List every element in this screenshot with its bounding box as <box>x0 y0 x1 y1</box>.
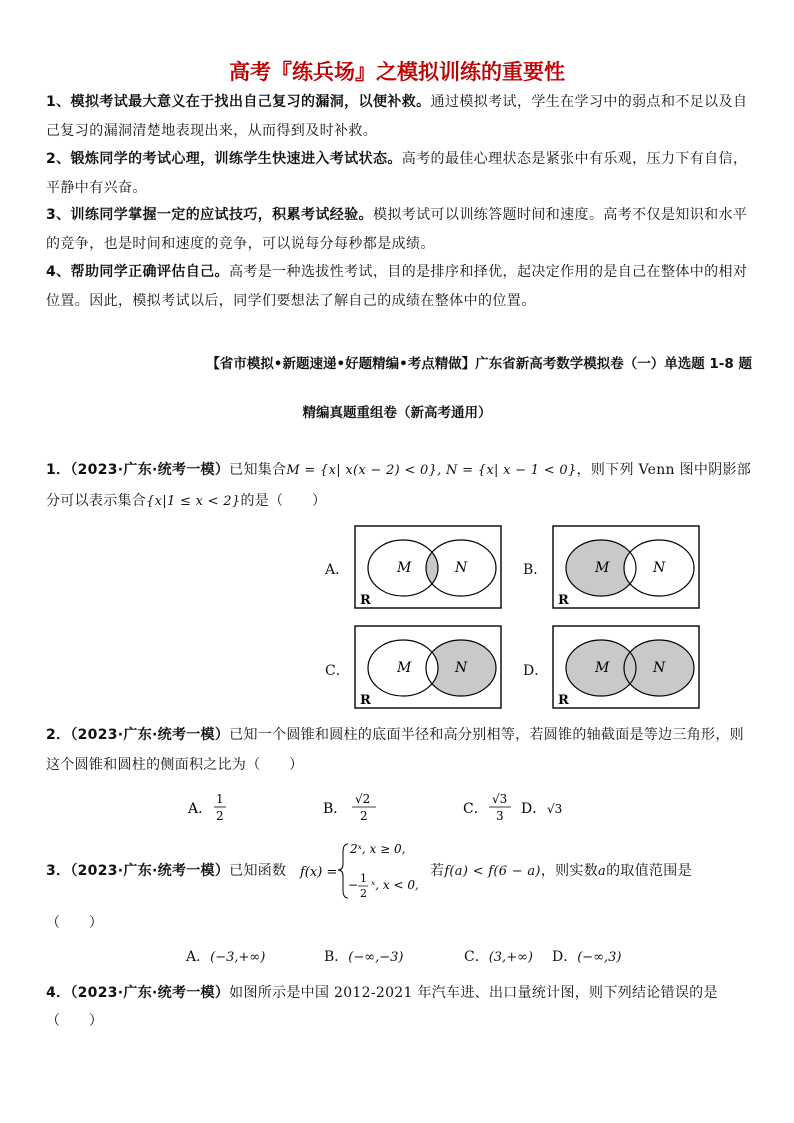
venn-label-n: N <box>455 560 468 576</box>
question-source: 2．（2023·广东·统考一模） <box>46 727 230 743</box>
svg-text:B．: B． <box>323 801 348 817</box>
intro-text: 高考的最佳心理状态是紧张中有乐观，压力下有自信，平静中有兴奋。 <box>46 151 748 196</box>
svg-text:A．: A． <box>188 801 213 817</box>
q3-condition: f(a) < f(6 − a) <box>444 864 541 879</box>
q3-option-a[interactable]: A．(−3,+∞) <box>186 949 266 965</box>
svg-text:√3: √3 <box>547 802 563 816</box>
q2-option-b[interactable] <box>323 792 376 823</box>
intro-item-3 <box>46 201 752 259</box>
page-title: 高考『练兵场』之模拟训练的重要性 <box>229 60 565 84</box>
q1-text-2: ，则下列 Venn 图中阴影部分可以表示集合 <box>46 462 752 509</box>
intro-bold: 3、训练同学掌握一定的应试技巧，积累考试经验。 <box>46 207 373 223</box>
q3-text-3: ，则实数 <box>540 863 599 879</box>
q2-option-c[interactable] <box>463 792 511 823</box>
venn-label-m: M <box>595 560 610 576</box>
question-source: 1．（2023·广东·统考一模） <box>46 462 230 478</box>
q3-variable: a <box>598 864 607 879</box>
q3-option-d[interactable]: D．(−∞,3) <box>552 949 622 965</box>
venn-label-m: M <box>397 560 412 576</box>
q3-option-c[interactable]: C．(3,+∞) <box>464 949 533 965</box>
q3-options <box>186 946 746 968</box>
svg-text:3: 3 <box>496 809 504 823</box>
svg-text:ˣ, x < 0,: ˣ, x < 0, <box>371 878 419 892</box>
svg-text:1: 1 <box>216 792 224 806</box>
intro-bold: 4、帮助同学正确评估自己。 <box>46 264 229 280</box>
q1-text-3: 的是（ ） <box>240 493 327 509</box>
question-source: 4．（2023·广东·统考一模） <box>46 985 230 1001</box>
venn-option-b[interactable] <box>553 526 699 608</box>
intro-item-4 <box>46 258 752 316</box>
venn-option-a[interactable] <box>355 526 501 608</box>
venn-option-b-label: B． <box>523 562 548 578</box>
q2-option-d[interactable] <box>521 801 562 817</box>
section-header-line2: 精编真题重组卷（新高考通用） <box>302 405 492 421</box>
svg-text:2: 2 <box>360 809 368 823</box>
svg-text:2: 2 <box>360 887 367 900</box>
q3-text-4: 的取值范围是 <box>606 863 692 879</box>
intro-text: 高考是一种选拔性考试，目的是排序和择优，起决定作用的是自己在整体中的相对位置。因此，模拟考试以后，同学们要想法了解自己的成绩在整体中的位置。 <box>46 264 748 309</box>
question-source: 3．（2023·广东·统考一模） <box>46 863 230 879</box>
question-1 <box>46 455 752 517</box>
venn-label-r: R <box>360 693 371 708</box>
intro-text: 模拟考试可以训练答题时间和速度。高考不仅是知识和水平的竞争，也是时间和速度的竞争，可以说每分每秒都是成绩。 <box>46 207 748 252</box>
q3-option-b[interactable]: B．(−∞,−3) <box>324 949 404 965</box>
svg-text:2: 2 <box>216 809 224 823</box>
svg-text:1: 1 <box>360 872 367 885</box>
q4-text: 如图所示是中国 2012-2021 年汽车进、出口量统计图，则下列结论错误的是 <box>229 985 718 1001</box>
q2-text: 已知一个圆锥和圆柱的底面半径和高分别相等，若圆锥的轴截面是等边三角形，则这个圆锥和圆柱的侧面积之比为（ ） <box>46 727 744 773</box>
question-2 <box>46 720 752 780</box>
venn-label-r: R <box>360 593 371 608</box>
q3-piecewise-function <box>298 834 445 902</box>
intro-bold: 1、模拟考试最大意义在于找出自己复习的漏洞，以便补救。 <box>46 94 431 110</box>
intro-bold: 2、锻炼同学的考试心理，训练学生快速进入考试状态。 <box>46 151 402 167</box>
svg-text:f(x) =: f(x) = <box>300 865 338 880</box>
venn-label-m: M <box>397 660 412 676</box>
q2-options <box>180 786 580 826</box>
venn-label-m: M <box>595 660 610 676</box>
q3-answer-paren: （ ） <box>46 915 104 931</box>
venn-option-c[interactable] <box>355 626 501 708</box>
svg-text:√3: √3 <box>492 792 508 806</box>
intro-item-1 <box>46 88 752 146</box>
svg-text:√2: √2 <box>355 792 371 806</box>
q3-text-2: 若 <box>430 863 445 879</box>
question-4 <box>46 978 752 1008</box>
svg-text:D．: D． <box>521 801 547 817</box>
q4-answer-paren: （ ） <box>46 1013 104 1029</box>
q1-target-set: {x|1 ≤ x < 2} <box>146 494 241 509</box>
venn-option-c-label: C． <box>325 663 350 679</box>
venn-label-n: N <box>455 660 468 676</box>
intro-item-2 <box>46 145 752 203</box>
q3-text-1: 已知函数 <box>229 863 287 879</box>
q1-text-1: 已知集合 <box>229 462 287 478</box>
venn-label-r: R <box>558 593 569 608</box>
venn-option-a-label: A． <box>325 562 350 578</box>
svg-text:C．: C． <box>463 801 488 817</box>
venn-label-r: R <box>558 693 569 708</box>
intro-text: 通过模拟考试，学生在学习中的弱点和不足以及自己复习的漏洞清楚地表现出来，从而得到及时补救。 <box>46 94 748 139</box>
q1-set-definition: M = {x| x(x − 2) < 0}, N = {x| x − 1 < 0} <box>286 463 577 478</box>
venn-option-d-label: D． <box>523 663 549 679</box>
svg-text:−: − <box>348 878 359 892</box>
q2-option-a[interactable] <box>187 792 226 823</box>
svg-text:2ˣ, x ≥ 0,: 2ˣ, x ≥ 0, <box>350 842 406 856</box>
venn-option-d[interactable] <box>553 626 699 708</box>
section-header-line1: 【省市模拟•新题速递•好题精编•考点精做】广东省新高考数学模拟卷（一）单选题 1-8 题 <box>206 356 752 372</box>
venn-diagrams <box>350 522 700 712</box>
question-3-cond <box>430 856 760 887</box>
venn-label-n: N <box>653 660 666 676</box>
venn-label-n: N <box>653 560 666 576</box>
